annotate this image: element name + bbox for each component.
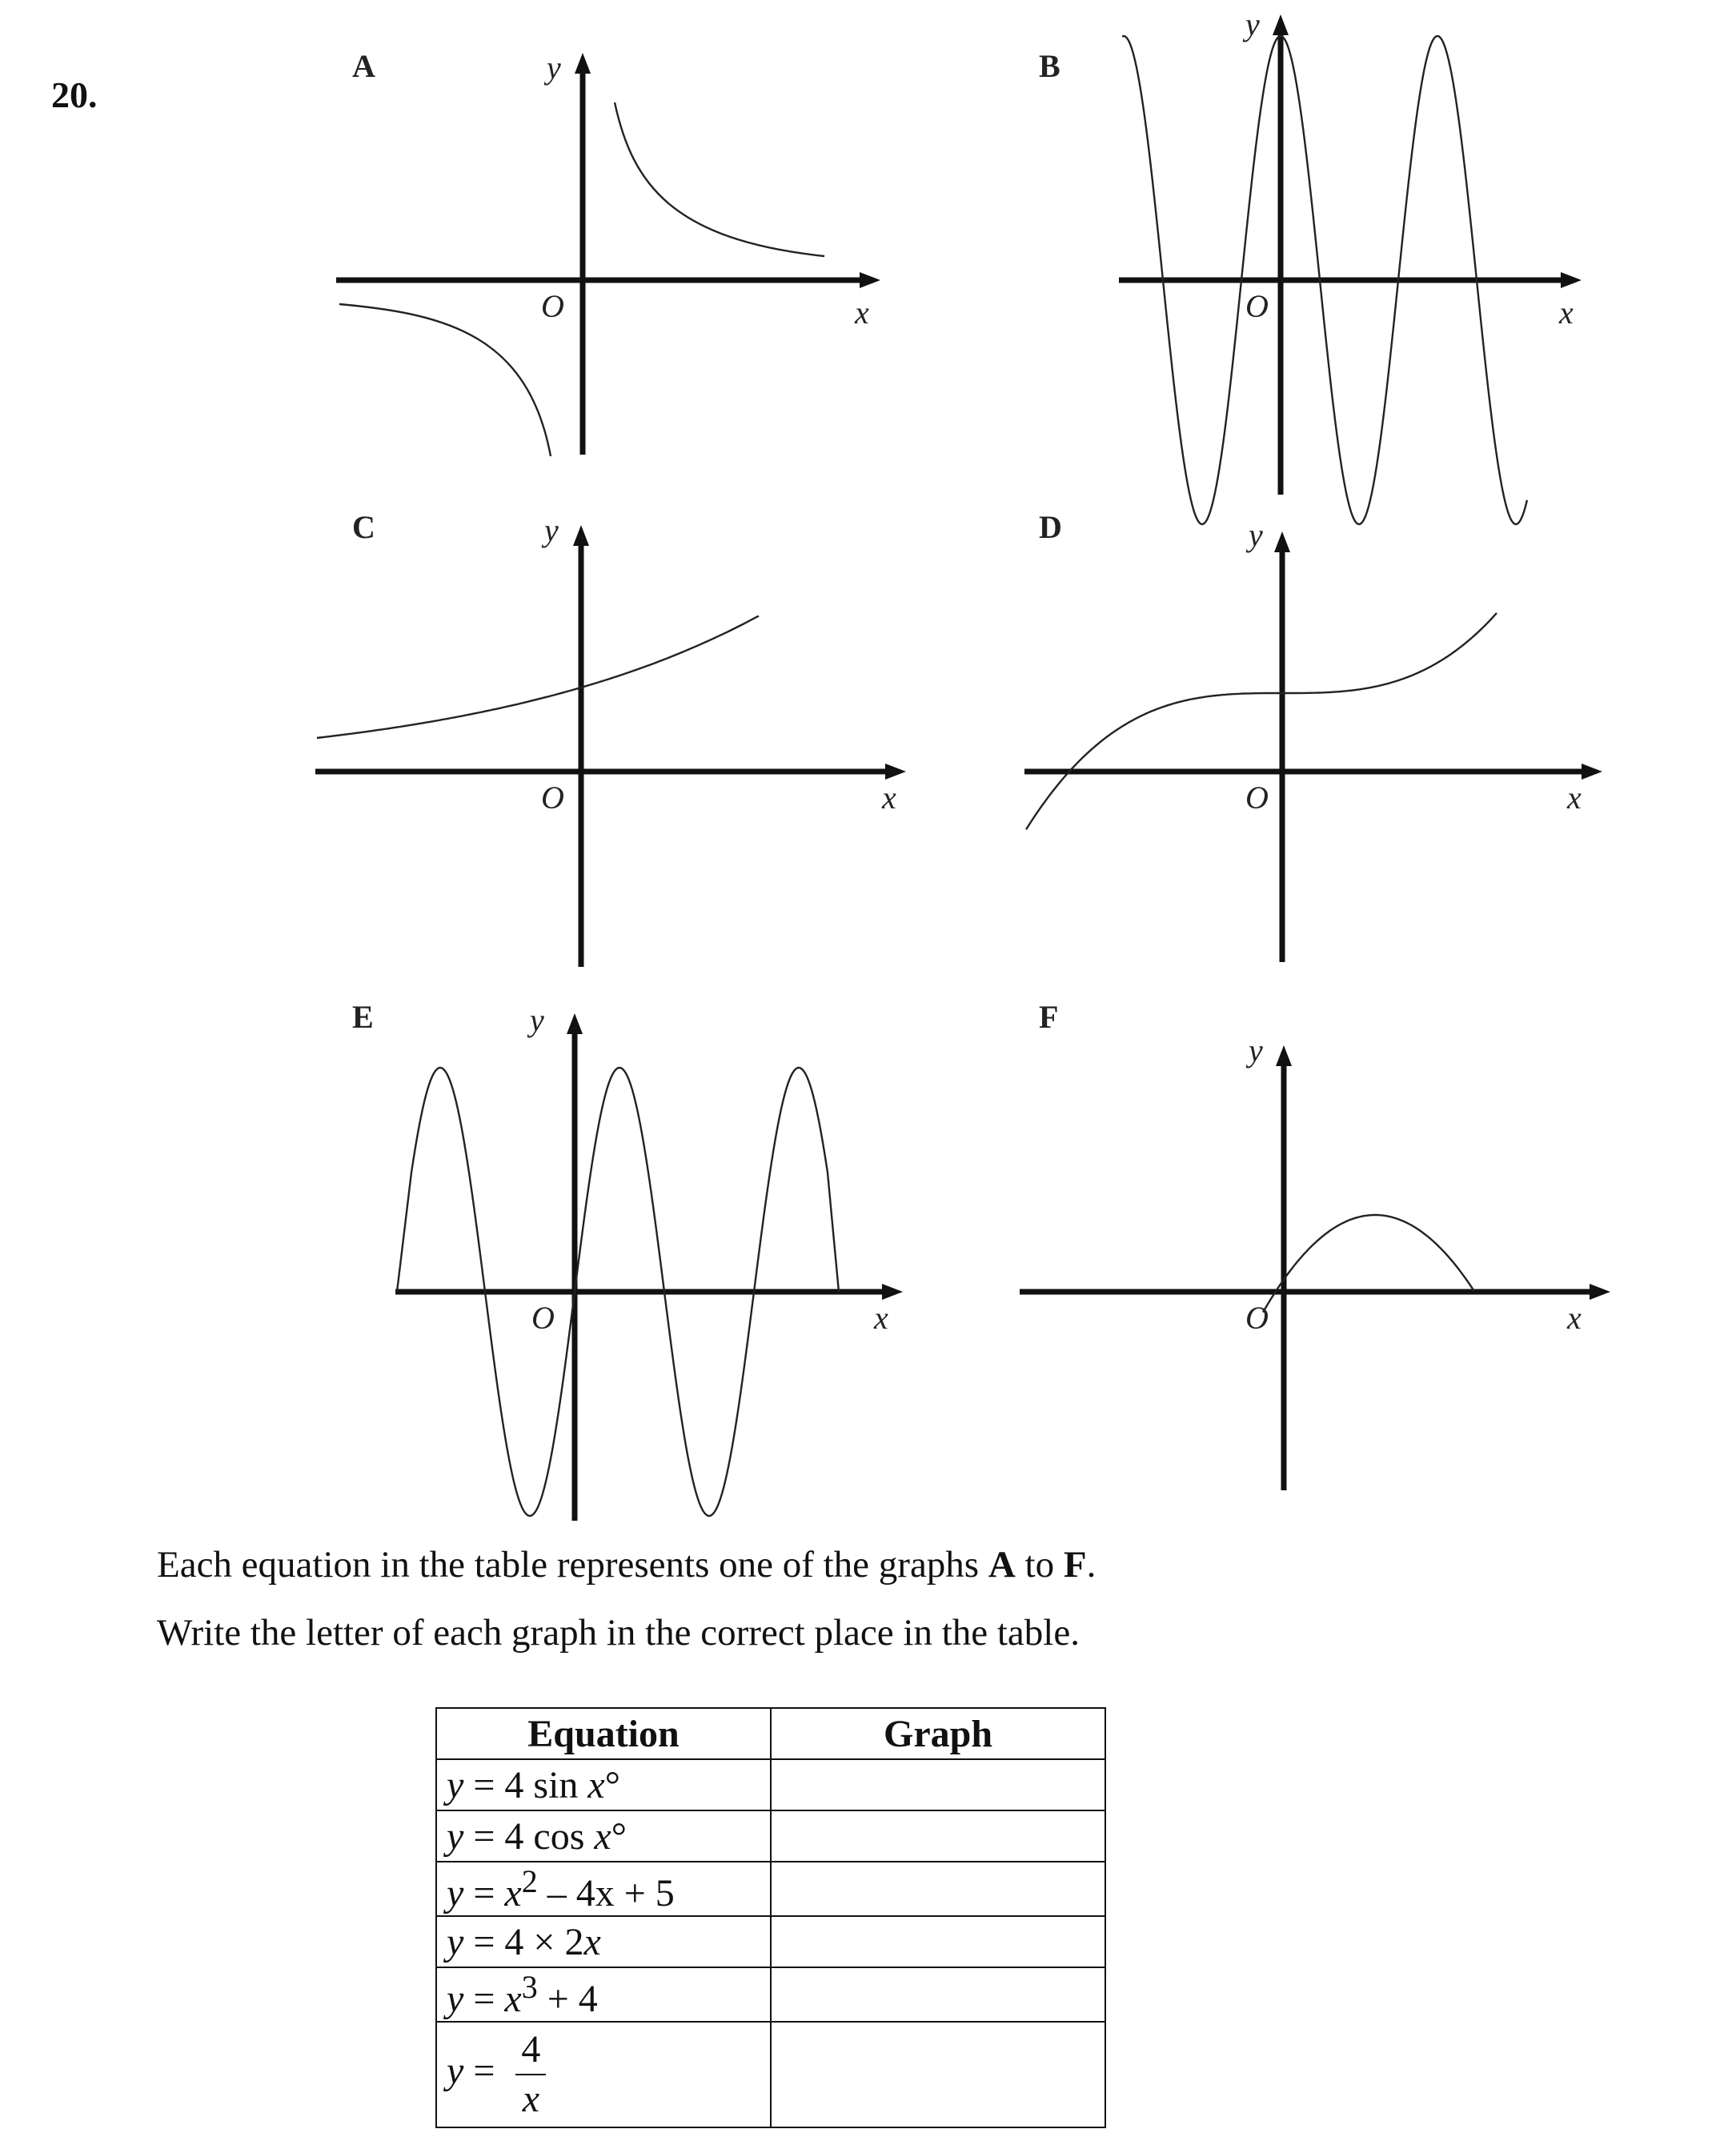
table-row xyxy=(436,2022,1105,2127)
graph-e-x-label: x xyxy=(874,1300,888,1336)
graph-c-letter: C xyxy=(352,509,375,545)
table-row xyxy=(436,1810,1105,1862)
graph-e-x-arrow xyxy=(882,1284,903,1300)
table-header-row xyxy=(436,1708,1105,1759)
graph-f xyxy=(1020,999,1610,1490)
graph-c-x-arrow xyxy=(885,764,906,780)
eq-body: = xyxy=(463,2050,505,2093)
eq-body: = 4 × 2 xyxy=(463,1920,584,1963)
graph-e xyxy=(352,999,903,1521)
eq-var: x xyxy=(583,1920,601,1963)
eq-var: x xyxy=(504,1872,522,1914)
graph-f-curve xyxy=(1263,1215,1474,1313)
table-row xyxy=(436,1862,1105,1916)
eq-tail: – 4x + 5 xyxy=(537,1872,675,1914)
eq-exponent: 3 xyxy=(521,1969,538,2005)
eq-tail: ° xyxy=(611,1814,627,1858)
graph-answer-cell[interactable] xyxy=(771,1759,1105,1810)
graph-a-y-arrow xyxy=(575,53,591,74)
graph-a-curve-left xyxy=(339,304,551,456)
equation-cell xyxy=(436,1810,771,1862)
graph-c-curve xyxy=(317,616,759,739)
graph-e-letter: E xyxy=(352,999,374,1035)
eq-tail: ° xyxy=(604,1763,620,1806)
eq-y: y xyxy=(447,2050,464,2093)
graph-header: Graph xyxy=(771,1708,1105,1759)
graph-c-origin: O xyxy=(541,780,564,816)
graph-b xyxy=(1039,6,1582,524)
eq-y: y xyxy=(447,1814,464,1858)
graph-a-curve-right xyxy=(615,102,824,256)
graph-f-x-arrow xyxy=(1590,1284,1610,1300)
question-number: 20. xyxy=(51,74,98,115)
eq-body: = xyxy=(463,1872,505,1914)
instruction-1-text-a: Each equation in the table represents one of the graphs xyxy=(157,1544,988,1586)
instruction-1-text-b: to xyxy=(1015,1544,1064,1586)
graph-d-y-label: y xyxy=(1249,517,1263,553)
graph-a-y-label: y xyxy=(547,50,561,86)
graph-d-y-arrow xyxy=(1274,531,1290,552)
table-row xyxy=(436,1916,1105,1967)
instruction-1-letter-a: A xyxy=(988,1544,1016,1586)
graph-a-letter: A xyxy=(352,48,375,84)
graph-d-origin: O xyxy=(1245,780,1269,816)
graph-e-y-label: y xyxy=(530,1002,544,1038)
graph-answer-cell[interactable] xyxy=(771,1862,1105,1916)
equation-table xyxy=(435,1707,1106,2128)
eq-var: x xyxy=(504,1978,522,2020)
eq-body: = 4 sin xyxy=(463,1763,588,1806)
eq-y: y xyxy=(447,1920,464,1963)
instruction-1-text-c: . xyxy=(1086,1544,1097,1586)
graph-d-letter: D xyxy=(1039,509,1062,545)
eq-body: = 4 cos xyxy=(463,1814,595,1858)
graph-a-origin: O xyxy=(541,288,564,324)
graph-e-origin: O xyxy=(531,1300,555,1336)
graph-answer-cell[interactable] xyxy=(771,2022,1105,2127)
graph-f-y-label: y xyxy=(1249,1032,1263,1069)
equation-cell xyxy=(436,1916,771,1967)
eq-y: y xyxy=(447,1872,464,1914)
eq-exponent: 2 xyxy=(521,1863,538,1899)
table-row xyxy=(436,1967,1105,2022)
graph-e-y-arrow xyxy=(567,1013,583,1034)
instruction-line-1 xyxy=(157,1543,1096,1586)
graph-answer-cell[interactable] xyxy=(771,1810,1105,1862)
graph-d-x-label: x xyxy=(1567,780,1582,816)
instruction-line-2: Write the letter of each graph in the correct place in the table. xyxy=(157,1612,1080,1654)
graph-b-x-label: x xyxy=(1559,295,1574,331)
graph-a-x-label: x xyxy=(855,295,869,331)
graph-f-origin: O xyxy=(1245,1300,1269,1336)
graph-f-letter: F xyxy=(1039,999,1059,1035)
equation-header: Equation xyxy=(436,1708,771,1759)
eq-denominator: x xyxy=(522,2078,540,2120)
graph-c-y-label: y xyxy=(544,512,559,548)
equation-cell xyxy=(436,1862,771,1916)
graph-a xyxy=(336,48,880,456)
eq-tail: + 4 xyxy=(537,1978,598,2020)
graph-b-letter: B xyxy=(1039,48,1060,84)
eq-fraction xyxy=(515,2029,546,2120)
graph-b-y-arrow xyxy=(1273,14,1289,35)
graph-b-y-label: y xyxy=(1245,6,1260,42)
equation-cell xyxy=(436,2022,771,2127)
graph-d-x-arrow xyxy=(1582,764,1602,780)
graph-b-x-arrow xyxy=(1561,272,1582,288)
instruction-1-letter-f: F xyxy=(1063,1544,1087,1586)
eq-var: x xyxy=(594,1814,611,1858)
graph-f-y-arrow xyxy=(1276,1045,1292,1066)
eq-numerator: 4 xyxy=(521,2028,541,2071)
graph-c-x-label: x xyxy=(882,780,896,816)
graph-f-x-label: x xyxy=(1567,1300,1582,1336)
eq-y: y xyxy=(447,1978,464,2020)
graph-d xyxy=(1024,509,1602,962)
equation-cell xyxy=(436,1759,771,1810)
graph-b-origin: O xyxy=(1245,288,1269,324)
graph-c-y-arrow xyxy=(573,525,589,546)
eq-var: x xyxy=(587,1763,605,1806)
graph-answer-cell[interactable] xyxy=(771,1916,1105,1967)
eq-body: = xyxy=(463,1978,505,2020)
table-row xyxy=(436,1759,1105,1810)
graph-answer-cell[interactable] xyxy=(771,1967,1105,2022)
graph-a-x-arrow xyxy=(860,272,880,288)
eq-y: y xyxy=(447,1763,464,1806)
graph-c xyxy=(315,509,906,967)
equation-cell xyxy=(436,1967,771,2022)
